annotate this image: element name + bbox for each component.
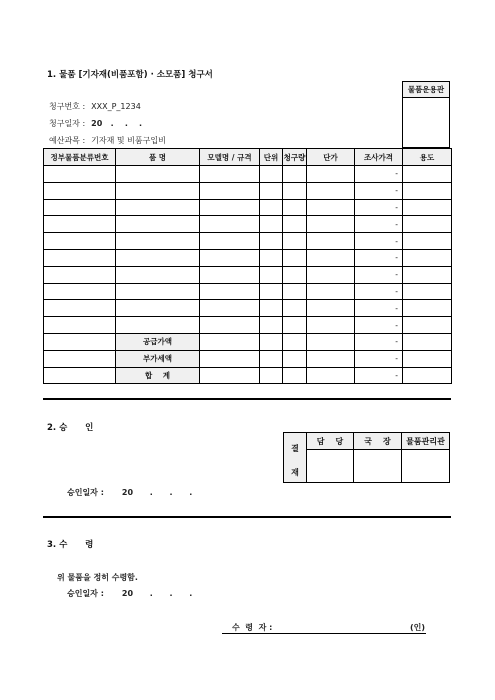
- cell-purpose[interactable]: [403, 166, 452, 183]
- cell-survey-price[interactable]: -: [355, 233, 403, 250]
- cell-item-name[interactable]: [116, 233, 200, 250]
- cell-quantity[interactable]: [283, 300, 307, 317]
- budget-label: 예산과목 :: [49, 136, 86, 145]
- summary-cell[interactable]: [200, 350, 260, 367]
- cell-model[interactable]: [200, 249, 260, 266]
- manager-box-label: 물품운용관: [403, 82, 449, 98]
- receipt-date-row: [67, 588, 192, 599]
- cell-classification[interactable]: [44, 249, 116, 266]
- cell-classification[interactable]: [44, 199, 116, 216]
- cell-unit-price[interactable]: [307, 266, 355, 283]
- summary-label: 합 계: [116, 367, 200, 384]
- cell-purpose[interactable]: [403, 317, 452, 334]
- cell-unit-price[interactable]: [307, 233, 355, 250]
- table-row: [44, 249, 452, 266]
- cell-unit[interactable]: [260, 216, 283, 233]
- header-model: 모델명 / 규격: [200, 149, 260, 166]
- divider-2: [43, 516, 451, 518]
- cell-unit[interactable]: [260, 166, 283, 183]
- summary-cell[interactable]: [307, 367, 355, 384]
- table-row: [44, 300, 452, 317]
- summary-cell[interactable]: [307, 333, 355, 350]
- cell-quantity[interactable]: [283, 216, 307, 233]
- cell-quantity[interactable]: [283, 317, 307, 334]
- cell-item-name[interactable]: [116, 283, 200, 300]
- summary-cell[interactable]: [283, 367, 307, 384]
- cell-purpose[interactable]: [403, 199, 452, 216]
- summary-label: 공급가액: [116, 333, 200, 350]
- approver-property-manager-sign[interactable]: [402, 450, 450, 483]
- cell-unit[interactable]: [260, 317, 283, 334]
- summary-cell[interactable]: [260, 333, 283, 350]
- summary-cell[interactable]: [283, 350, 307, 367]
- request-table: [43, 148, 452, 384]
- cell-survey-price[interactable]: -: [355, 249, 403, 266]
- summary-cell[interactable]: [307, 350, 355, 367]
- summary-cell[interactable]: [403, 367, 452, 384]
- section2-title: 2. 승 인: [47, 423, 94, 433]
- approver-property-manager-label: 물품관리관: [402, 433, 450, 450]
- header-unit-price: 단가: [307, 149, 355, 166]
- cell-survey-price[interactable]: -: [355, 317, 403, 334]
- table-row: [44, 182, 452, 199]
- summary-cell[interactable]: [403, 333, 452, 350]
- header-survey-price: 조사가격: [355, 149, 403, 166]
- cell-item-name[interactable]: [116, 266, 200, 283]
- approval-table: [283, 432, 450, 483]
- cell-unit-price[interactable]: [307, 317, 355, 334]
- table-row: [44, 233, 452, 250]
- cell-model[interactable]: [200, 283, 260, 300]
- receipt-date-value[interactable]: 20 . . .: [121, 589, 193, 598]
- request-no-value[interactable]: XXX_P_1234: [91, 102, 141, 111]
- receiver-signature-line[interactable]: [222, 633, 426, 634]
- receiver-label: 수 령 자 :: [232, 623, 273, 632]
- approver-director-label: 국 장: [354, 433, 402, 450]
- summary-cell[interactable]: [200, 333, 260, 350]
- cell-unit-price[interactable]: [307, 166, 355, 183]
- cell-quantity[interactable]: [283, 166, 307, 183]
- summary-row: [44, 350, 452, 367]
- cell-model[interactable]: [200, 266, 260, 283]
- receipt-statement: 위 물품을 정히 수령함.: [57, 573, 138, 582]
- summary-row: [44, 333, 452, 350]
- cell-survey-price[interactable]: -: [355, 199, 403, 216]
- cell-unit[interactable]: [260, 300, 283, 317]
- cell-unit-price[interactable]: [307, 199, 355, 216]
- approval-date-row: [67, 487, 192, 498]
- cell-classification[interactable]: [44, 300, 116, 317]
- section3-title: 3. 수 령: [47, 540, 94, 550]
- approval-date-value[interactable]: 20 . . .: [121, 488, 193, 497]
- summary-row: [44, 367, 452, 384]
- cell-classification[interactable]: [44, 266, 116, 283]
- budget-row: [49, 135, 166, 146]
- cell-quantity[interactable]: [283, 283, 307, 300]
- cell-unit[interactable]: [260, 199, 283, 216]
- manager-approval-box: [402, 81, 450, 148]
- request-no-label: 청구번호 :: [49, 102, 86, 111]
- cell-item-name[interactable]: [116, 249, 200, 266]
- header-quantity: 청구량: [283, 149, 307, 166]
- cell-unit[interactable]: [260, 249, 283, 266]
- cell-item-name[interactable]: [116, 182, 200, 199]
- cell-item-name[interactable]: [116, 317, 200, 334]
- cell-survey-price[interactable]: -: [355, 283, 403, 300]
- budget-value[interactable]: 기자재 및 비품구입비: [91, 136, 166, 145]
- approval-char-1: 결: [291, 443, 299, 453]
- summary-cell[interactable]: [44, 333, 116, 350]
- approval-char-2: 재: [291, 467, 299, 477]
- header-purpose: 용도: [403, 149, 452, 166]
- cell-purpose[interactable]: [403, 266, 452, 283]
- summary-cell[interactable]: [283, 333, 307, 350]
- table-header-row: [44, 149, 452, 166]
- cell-classification[interactable]: [44, 317, 116, 334]
- cell-quantity[interactable]: [283, 233, 307, 250]
- cell-purpose[interactable]: [403, 216, 452, 233]
- approval-date-label: 승인일자 :: [67, 488, 104, 497]
- cell-model[interactable]: [200, 199, 260, 216]
- cell-purpose[interactable]: [403, 300, 452, 317]
- summary-cell[interactable]: [260, 367, 283, 384]
- approver-director-sign[interactable]: [354, 450, 402, 483]
- approver-staff-sign[interactable]: [307, 450, 354, 483]
- cell-survey-price[interactable]: -: [355, 166, 403, 183]
- table-row: [44, 283, 452, 300]
- table-row: [44, 266, 452, 283]
- cell-item-name[interactable]: [116, 199, 200, 216]
- cell-classification[interactable]: [44, 283, 116, 300]
- cell-purpose[interactable]: [403, 233, 452, 250]
- header-item-name: 품 명: [116, 149, 200, 166]
- cell-classification[interactable]: [44, 233, 116, 250]
- cell-purpose[interactable]: [403, 249, 452, 266]
- cell-unit[interactable]: [260, 266, 283, 283]
- cell-quantity[interactable]: [283, 249, 307, 266]
- summary-cell[interactable]: [44, 367, 116, 384]
- summary-price[interactable]: -: [355, 350, 403, 367]
- cell-item-name[interactable]: [116, 300, 200, 317]
- cell-unit[interactable]: [260, 233, 283, 250]
- summary-cell[interactable]: [260, 350, 283, 367]
- cell-quantity[interactable]: [283, 199, 307, 216]
- summary-cell[interactable]: [403, 350, 452, 367]
- cell-quantity[interactable]: [283, 266, 307, 283]
- summary-cell[interactable]: [44, 350, 116, 367]
- summary-price[interactable]: -: [355, 333, 403, 350]
- cell-classification[interactable]: [44, 166, 116, 183]
- cell-unit-price[interactable]: [307, 300, 355, 317]
- cell-survey-price[interactable]: -: [355, 266, 403, 283]
- table-row: [44, 216, 452, 233]
- cell-quantity[interactable]: [283, 182, 307, 199]
- cell-unit[interactable]: [260, 182, 283, 199]
- cell-unit-price[interactable]: [307, 216, 355, 233]
- cell-model[interactable]: [200, 166, 260, 183]
- cell-purpose[interactable]: [403, 182, 452, 199]
- request-date-label: 청구일자 :: [49, 119, 86, 128]
- cell-model[interactable]: [200, 300, 260, 317]
- cell-model[interactable]: [200, 182, 260, 199]
- receiver-seal: (인): [410, 623, 426, 632]
- cell-survey-price[interactable]: -: [355, 300, 403, 317]
- summary-label: 부가세액: [116, 350, 200, 367]
- approver-staff-label: 담 당: [307, 433, 354, 450]
- cell-item-name[interactable]: [116, 166, 200, 183]
- table-row: [44, 199, 452, 216]
- cell-survey-price[interactable]: -: [355, 216, 403, 233]
- cell-survey-price[interactable]: -: [355, 182, 403, 199]
- summary-price[interactable]: -: [355, 367, 403, 384]
- table-row: [44, 317, 452, 334]
- header-unit: 단위: [260, 149, 283, 166]
- table-row: [44, 166, 452, 183]
- request-date-value[interactable]: 20 . . .: [91, 119, 143, 128]
- request-no-row: [49, 101, 141, 112]
- cell-unit-price[interactable]: [307, 249, 355, 266]
- header-classification: 정부물품분류번호: [44, 149, 116, 166]
- receipt-date-label: 승인일자 :: [67, 589, 104, 598]
- section1-title: 1. 물품 [기자재(비품포함) · 소모품] 청구서: [47, 70, 213, 80]
- cell-item-name[interactable]: [116, 216, 200, 233]
- cell-unit-price[interactable]: [307, 283, 355, 300]
- request-date-row: [49, 118, 142, 129]
- cell-classification[interactable]: [44, 216, 116, 233]
- cell-unit[interactable]: [260, 283, 283, 300]
- cell-model[interactable]: [200, 317, 260, 334]
- cell-model[interactable]: [200, 233, 260, 250]
- cell-purpose[interactable]: [403, 283, 452, 300]
- divider-1: [43, 398, 451, 400]
- cell-classification[interactable]: [44, 182, 116, 199]
- summary-cell[interactable]: [200, 367, 260, 384]
- cell-model[interactable]: [200, 216, 260, 233]
- approval-side-label: [284, 433, 307, 483]
- cell-unit-price[interactable]: [307, 182, 355, 199]
